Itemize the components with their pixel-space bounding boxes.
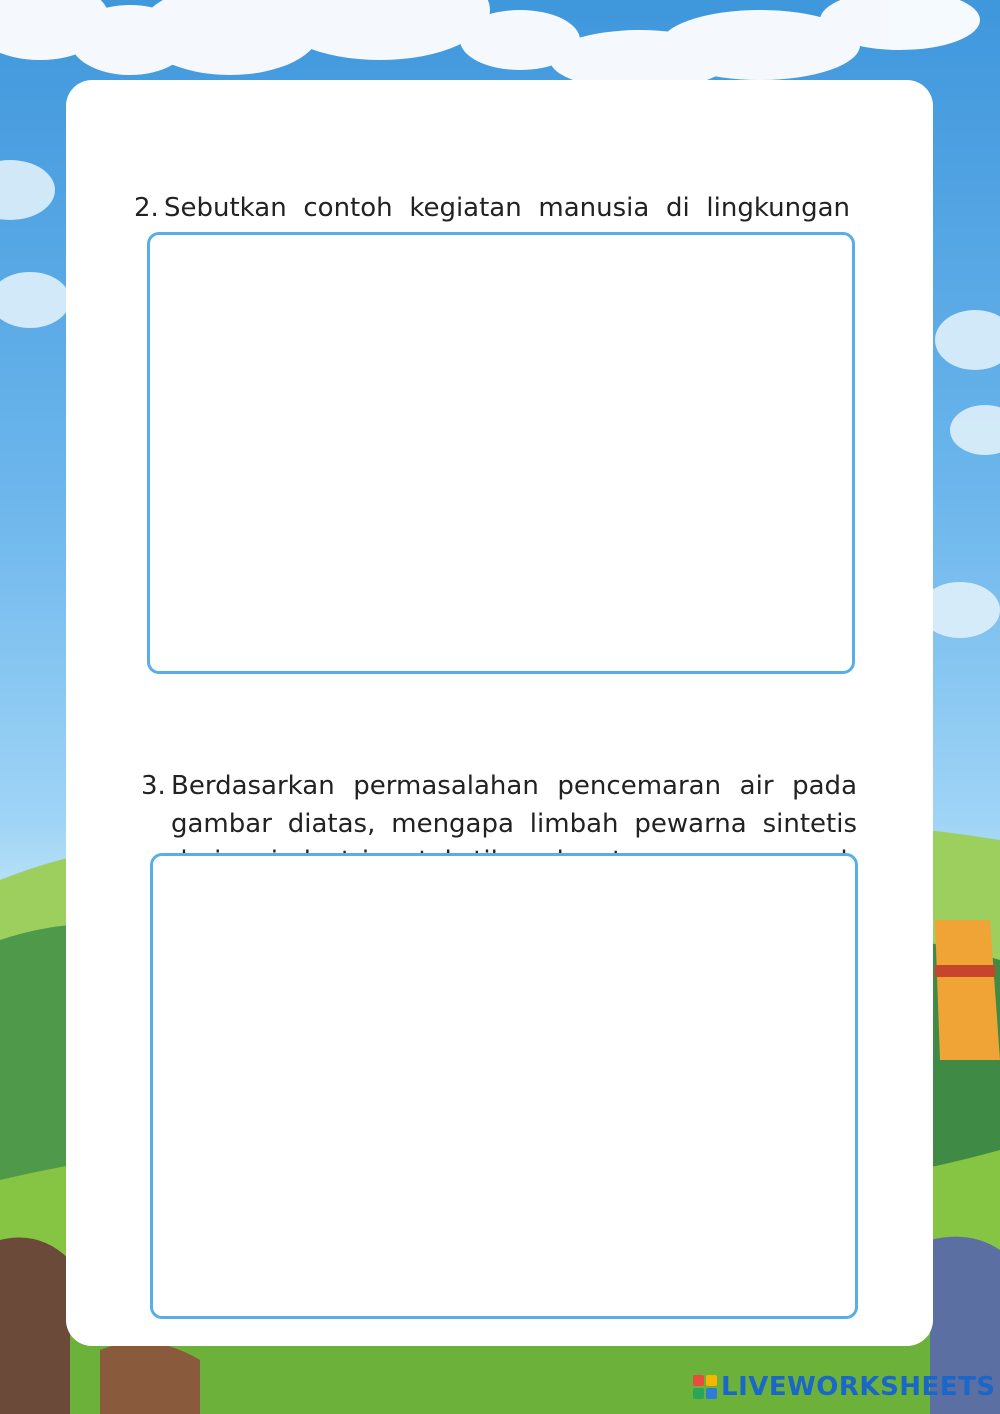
- question-2-text: Sebutkan contoh kegiatan manusia di lingkungan: [164, 193, 850, 223]
- question-2-number: 2.: [134, 193, 159, 223]
- worksheet-card: [66, 80, 933, 1346]
- liveworksheets-logo-icon: [693, 1375, 717, 1399]
- brand-name: LIVEWORKSHEETS: [721, 1372, 996, 1402]
- question-3-text: Berdasarkan permasalahan pencemaran air pada gambar diatas, mengapa limbah pewarna sintetis: [171, 771, 857, 839]
- liveworksheets-brand: [693, 1372, 996, 1402]
- question-3-number: 3.: [141, 771, 166, 801]
- answer-box-3[interactable]: [150, 853, 858, 1319]
- answer-box-2[interactable]: [147, 232, 855, 674]
